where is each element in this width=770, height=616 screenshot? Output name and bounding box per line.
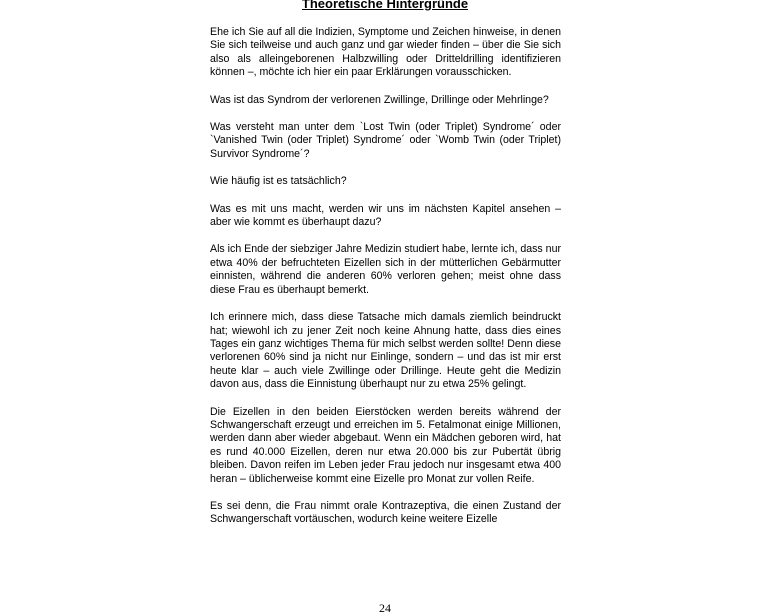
paragraph-memory: Ich erinnere mich, dass diese Tatsache mich damals ziemlich beindruckt hat; wiewohl ich zu jener Zeit noch keine Ahnung hatte, dass dies eines Tages ein ganz wichtiges Thema für mich selbst werden sollte! Denn diese verlorenen 60% sind ja nicht nur Einlinge, sondern – und das ist mir erst heute klar – auch viele Zwillinge oder Drillinge. Heute geht die Medizin davon aus, dass die Einnistung überhaupt nur zu etwa 25% gelingt. (210, 311, 561, 391)
paragraph-intro: Ehe ich Sie auf all die Indizien, Symptome und Zeichen hinweise, in denen Sie sich teilweise und auch ganz und gar wieder finden – über die Sie sich also als alleingeborenen Halbzwilling oder Dritteldrilling identifizieren können –, möchte ich hier ein paar Erklärungen vorausschicken. (210, 26, 561, 79)
paragraph-question-syndrome: Was ist das Syndrom der verlorenen Zwillinge, Drillinge oder Mehrlinge? (210, 93, 549, 106)
paragraph-eggcells: Die Eizellen in den beiden Eierstöcken werden bereits während der Schwangerschaft erzeugt und erreichen im 5. Fetalmonat einige Millionen, werden dann aber wieder abgebaut. Wenn ein Mädchen geboren wird, hat es rund 40.000 Eizellen, deren nur etwa 20.000 bis zur Pubertät übrig bleiben. Davon reifen im Leben jeder Frau jedoch nur insgesamt etwa 400 heran – üblicherweise kommt eine Eizelle pro Monat zur vollen Reife. (210, 405, 561, 485)
page-title: Theoretische Hintergründe (301, 0, 469, 11)
paragraph-question-frequency: Wie häufig ist es tatsächlich? (210, 175, 347, 188)
page-number: 24 (379, 601, 391, 615)
paragraph-studies: Als ich Ende der siebziger Jahre Medizin studiert habe, lernte ich, dass nur etwa 40% der befruchteten Eizellen sich in der mütterlichen Gebärmutter einnisten, während die anderen 60% verloren gehen; meist ohne dass diese Frau es überhaupt bemerkt. (210, 243, 561, 296)
paragraph-contraceptives: Es sei denn, die Frau nimmt orale Kontrazeptiva, die einen Zustand der Schwangerschaft vortäuschen, wodurch keine weitere Eizelle (210, 499, 561, 526)
paragraph-question-cause: Was es mit uns macht, werden wir uns im nächsten Kapitel ansehen – aber wie kommt es überhaupt dazu? (210, 202, 561, 229)
body-text (210, 26, 561, 541)
paragraph-question-terms: Was versteht man unter dem `Lost Twin (oder Triplet) Syndrome´ oder `Vanished Twin (oder Triplet) Syndrome´ oder `Womb Twin (oder Triplet) Survivor Syndrome´? (210, 121, 561, 160)
